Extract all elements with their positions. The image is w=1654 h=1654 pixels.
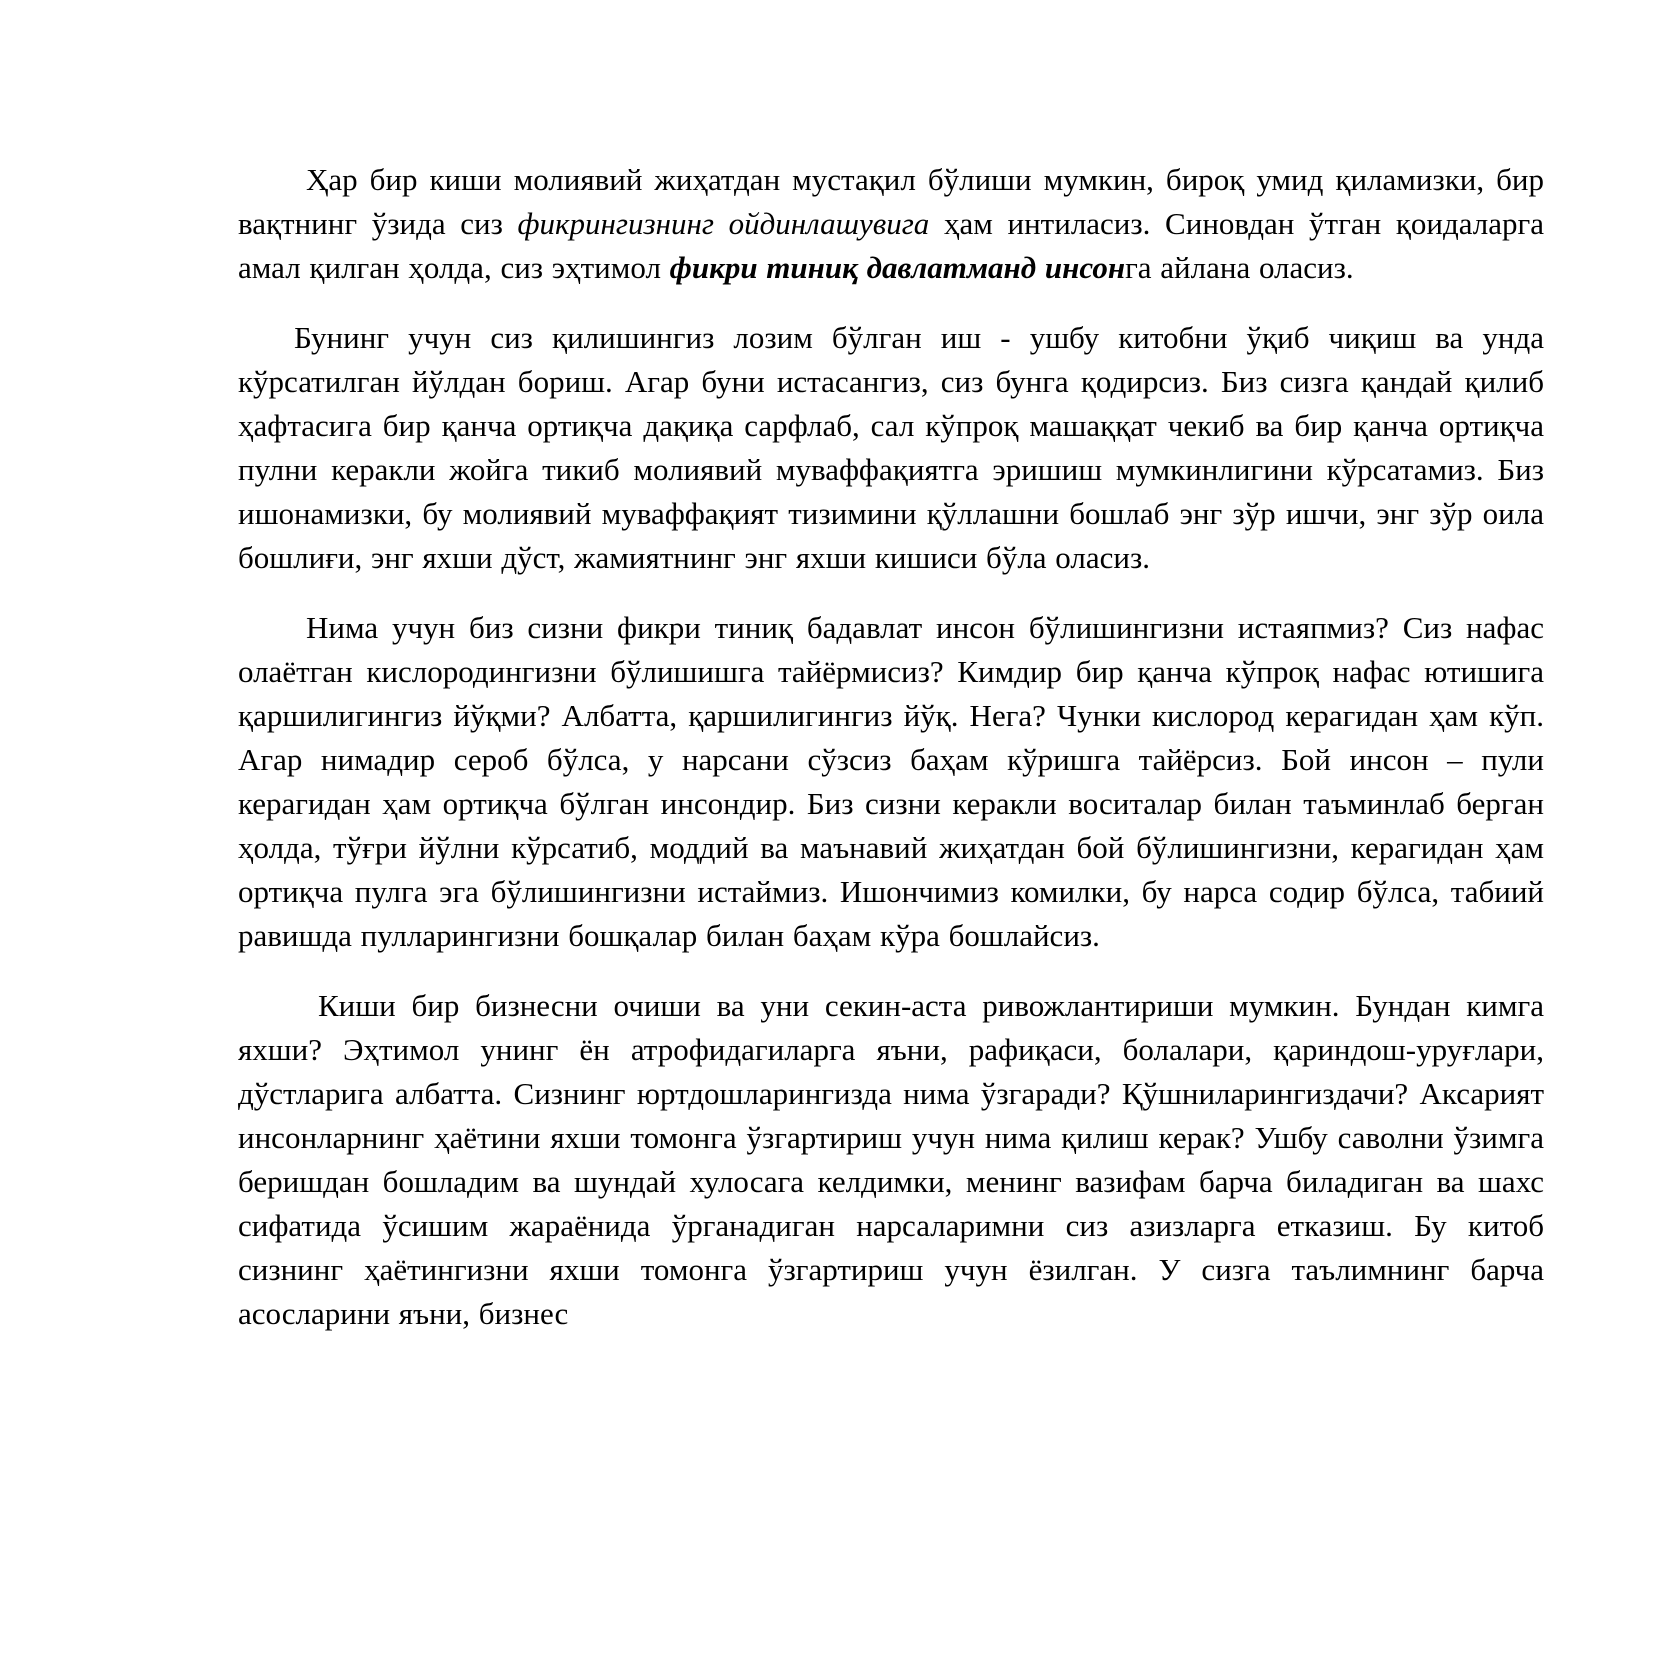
paragraph-1-text-a: Ҳар бир киши молиявий жиҳатдан мустақил бўлиши мумкин, бироқ умид қиламизки, бир вақтнинг ўзида сиз — [238, 162, 1544, 241]
paragraph-1-italic-phrase: фикрингизнинг ойдинлашувига — [517, 206, 930, 241]
paragraph-1 — [238, 158, 1544, 290]
paragraph-1-text-b: ҳам интиласиз. Синовдан ўтган қоидаларга амал қилган ҳолда, сиз эҳтимол — [238, 206, 1544, 285]
paragraph-1-bold-italic-phrase: фикри тиниқ давлатманд инсон — [669, 250, 1126, 285]
document-body — [238, 158, 1544, 1362]
paragraph-2: Бунинг учун сиз қилишингиз лозим бўлган иш - ушбу китобни ўқиб чиқиш ва унда кўрсатилган йўлдан бориш. Агар буни истасангиз, сиз бунга қодирсиз. Биз сизга қандай қилиб ҳафтасига бир қанча ортиқча дақиқа сарфлаб, сал кўпроқ машаққат чекиб ва бир қанча ортиқча пулни керакли жойга тикиб молиявий муваффақиятга эришиш мумкинлигини кўрсатамиз. Биз ишонамизки, бу молиявий муваффақият тизимини қўллашни бошлаб энг зўр ишчи, энг зўр оила бошлиғи, энг яхши дўст, жамиятнинг энг яхши кишиси бўла оласиз. — [238, 320, 1544, 575]
paragraph-3: Нима учун биз сизни фикри тиниқ бадавлат инсон бўлишингизни истаяпмиз? Сиз нафас олаётган кислородингизни бўлишишга тайёрмисиз? Кимдир бир қанча кўпроқ нафас ютишига қаршилигингиз йўқми? Албатта, қаршилигингиз йўқ. Нега? Чунки кислород керагидан ҳам кўп. Агар нимадир сероб бўлса, у нарсани сўзсиз баҳам кўришга тайёрсиз. Бой инсон – пули керагидан ҳам ортиқча бўлган инсондир. Биз сизни керакли воситалар билан таъминлаб берган ҳолда, тўғри йўлни кўрсатиб, моддий ва маънавий жиҳатдан бой бўлишингизни, керагидан ҳам ортиқча пулга эга бўлишингизни истаймиз. Ишончимиз комилки, бу нарса содир бўлса, табиий равишда пулларингизни бошқалар билан баҳам кўра бошлайсиз. — [238, 610, 1544, 953]
paragraph-1-text-c: га айлана оласиз. — [1125, 250, 1354, 285]
paragraph-4: Киши бир бизнесни очиши ва уни секин-аста ривожлантириши мумкин. Бундан кимга яхши? Эҳтимол унинг ён атрофидагиларга яъни, рафиқаси, болалари, қариндош-уруғлари, дўстларига албатта. Сизнинг юртдошларингизда нима ўзгаради? Қўшниларингиздачи? Аксарият инсонларнинг ҳаётини яхши томонга ўзгартириш учун нима қилиш керак? Ушбу саволни ўзимга беришдан бошладим ва шундай хулосага келдимки, менинг вазифам барча биладиган ва шахс сифатида ўсишим жараёнида ўрганадиган нарсаларимни сиз азизларга етказиш. Бу китоб сизнинг ҳаётингизни яхши томонга ўзгартириш учун ёзилган. У сизга таълимнинг барча асосларини яъни, бизнес — [238, 988, 1544, 1331]
